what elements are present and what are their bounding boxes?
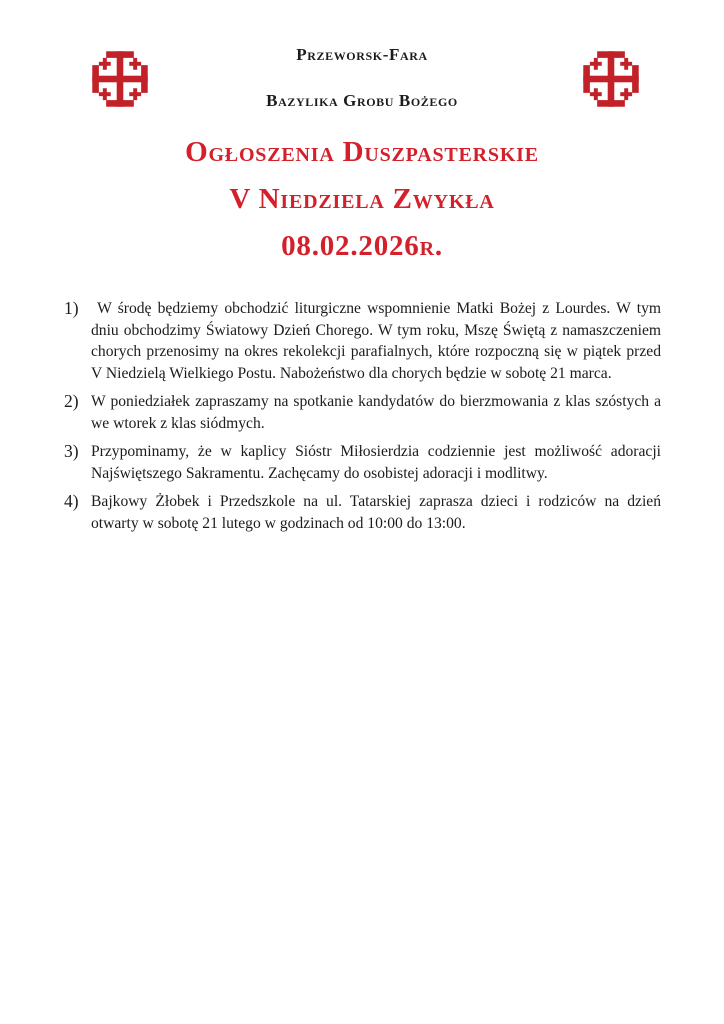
parish-name: Przeworsk-Fara	[296, 45, 428, 64]
item-number: 1)	[64, 298, 79, 318]
jerusalem-cross-icon	[87, 45, 153, 113]
sunday-subtitle: V Niedziela Zwykła	[229, 183, 495, 215]
item-number: 4)	[64, 491, 79, 511]
item-text: Przypominamy, że w kaplicy Sióstr Miłosierdzia codziennie jest możliwość adoracji Najświętszego Sakramentu. Zachęcamy do osobistej adoracji i modlitwy.	[91, 443, 661, 482]
jerusalem-cross-icon	[578, 45, 644, 113]
page-title: Ogłoszenia Duszpasterskie	[185, 136, 539, 168]
item-text: W środę będziemy obchodzić liturgiczne wspomnienie Matki Bożej z Lourdes. W tym dniu obchodzimy Światowy Dzień Chorego. W tym roku, Mszę Świętą z namaszczeniem chorych przenosimy na okres rekolekcji parafialnych, które rozpoczną się w piątek przed V Niedzielą Wielkiego Postu. Nabożeństwo dla chorych będzie w sobotę 21 marca.	[91, 300, 661, 382]
item-number: 3)	[64, 441, 79, 461]
title-block	[0, 129, 724, 270]
announcement-item	[64, 441, 661, 484]
announcement-list	[0, 298, 724, 534]
announcement-item	[64, 391, 661, 434]
date-line: 08.02.2026r.	[281, 230, 443, 262]
item-text: W poniedziałek zapraszamy na spotkanie kandydatów do bierzmowania z klas szóstych a we wtorek z klas siódmych.	[91, 393, 661, 432]
item-text: Bajkowy Żłobek i Przedszkole na ul. Tatarskiej zaprasza dzieci i rodziców na dzień otwarty w sobotę 21 lutego w godzinach od 10:00 do 13:00.	[91, 493, 661, 532]
basilica-name: Bazylika Grobu Bożego	[266, 91, 458, 110]
item-number: 2)	[64, 391, 79, 411]
announcement-item	[64, 491, 661, 534]
announcement-item	[64, 298, 661, 384]
